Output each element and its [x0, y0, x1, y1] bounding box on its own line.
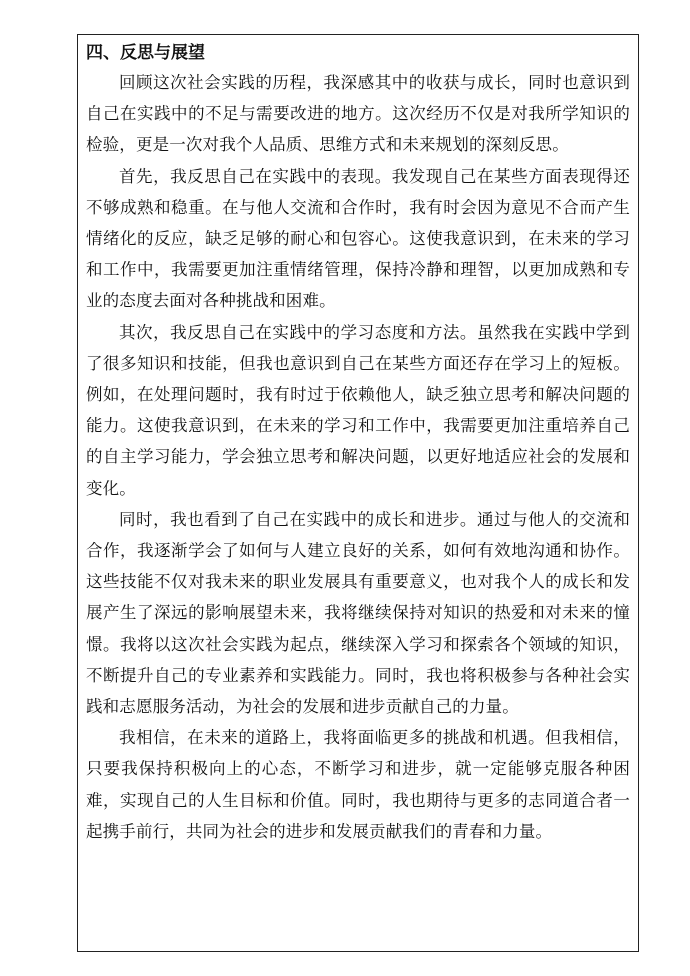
paragraph-first-reflection: 首先，我反思自己在实践中的表现。我发现自己在某些方面表现得还不够成熟和稳重。在与他人交流和合作时，我有时会因为意见不合而产生情绪化的反应，缺乏足够的耐心和包容心。这使我意识到，在未来的学习和工作中，我需要更加注重情绪管理，保持冷静和理智，以更加成熟和专业的态度去面对各种挑战和困难。 [86, 166, 630, 311]
section-title: 四、反思与展望 [86, 43, 205, 63]
document-frame [77, 34, 639, 952]
paragraph-review: 回顾这次社会实践的历程，我深感其中的收获与成长，同时也意识到自己在实践中的不足与需要改进的地方。这次经历不仅是对我所学知识的检验，更是一次对我个人品质、思维方式和未来规划的深刻反思。 [86, 73, 630, 155]
paragraph-second-reflection: 其次，我反思自己在实践中的学习态度和方法。虽然我在实践中学到了很多知识和技能，但我也意识到自己在某些方面还存在学习上的短板。例如，在处理问题时，我有时过于依赖他人，缺乏独立思考和解决问题的能力。这使我意识到，在未来的学习和工作中，我需要更加注重培养自己的自主学习能力，学会独立思考和解决问题，以更好地适应社会的发展和变化。 [86, 322, 630, 498]
document-body [86, 39, 630, 847]
paragraph-growth-outlook: 同时，我也看到了自己在实践中的成长和进步。通过与他人的交流和合作，我逐渐学会了如何与人建立良好的关系，如何有效地沟通和协作。这些技能不仅对我未来的职业发展具有重要意义，也对我个人的成长和发展产生了深远的影响展望未来，我将继续保持对知识的热爱和对未来的憧憬。我将以这次社会实践为起点，继续深入学习和探索各个领域的知识，不断提升自己的专业素养和实践能力。同时，我也将积极参与各种社会实践和志愿服务活动，为社会的发展和进步贡献自己的力量。 [86, 509, 630, 717]
paragraph-conclusion: 我相信，在未来的道路上，我将面临更多的挑战和机遇。但我相信，只要我保持积极向上的心态，不断学习和进步，就一定能够克服各种困难，实现自己的人生目标和价值。同时，我也期待与更多的志同道合者一起携手前行，共同为社会的进步和发展贡献我们的青春和力量。 [86, 728, 630, 841]
